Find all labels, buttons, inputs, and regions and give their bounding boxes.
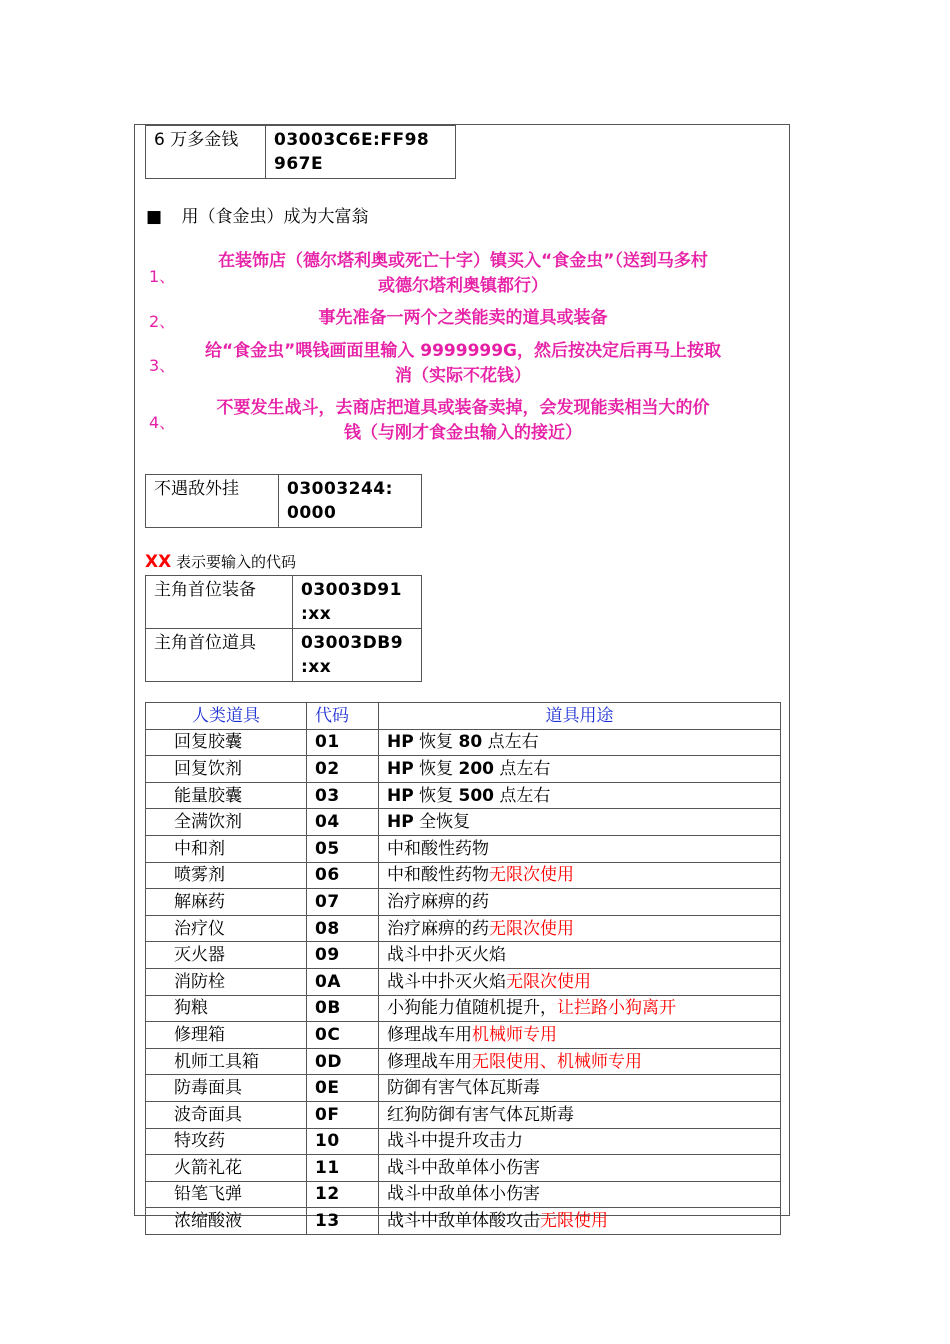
item-code: 07: [307, 889, 379, 916]
item-use: [379, 1155, 781, 1182]
column-header-name: 人类道具: [146, 703, 307, 730]
step-text: 在装饰店（德尔塔利奥或死亡十字）镇买入“食金虫”（送到马多村 或德尔塔利奥镇都行）: [218, 251, 708, 296]
item-name: 浓缩酸液: [146, 1208, 307, 1235]
item-use-highlight: 无限使用: [540, 1211, 608, 1232]
table-row: [146, 1075, 781, 1102]
item-use: [379, 995, 781, 1022]
equip-label: 主角首位装备: [146, 576, 293, 629]
table-row: [146, 629, 422, 682]
item-use-highlight: 无限次使用: [489, 865, 574, 886]
table-row: [146, 1208, 781, 1235]
item-name: 狗粮: [146, 995, 307, 1022]
item-use: [379, 889, 781, 916]
step-number: 4、: [149, 413, 176, 432]
item-code: 13: [307, 1208, 379, 1235]
item-use-text: 恢复: [413, 732, 459, 753]
item-use-text: 治疗麻痹的药: [387, 918, 489, 939]
table-row: [146, 889, 781, 916]
step-text: 给“食金虫”喂钱画面里输入 9999999G，然后按决定后再马上按取 消（实际不花钱）: [204, 341, 722, 386]
table-row: [146, 1101, 781, 1128]
item-code: 0E: [307, 1075, 379, 1102]
item-code: 11: [307, 1155, 379, 1182]
item-code: 10: [307, 1128, 379, 1155]
item-name: 波奇面具: [146, 1101, 307, 1128]
item-use: [379, 1022, 781, 1049]
item-name: 回复饮剂: [146, 756, 307, 783]
item-code: 01: [307, 729, 379, 756]
item-use-text: HP: [387, 812, 414, 833]
item-name: 灭火器: [146, 942, 307, 969]
item-code: 09: [307, 942, 379, 969]
encounter-label: 不遇敌外挂: [146, 475, 279, 528]
item-use-highlight: 无限次使用: [489, 918, 574, 939]
item-use: [379, 756, 781, 783]
item-use: [379, 835, 781, 862]
table-row: [146, 1048, 781, 1075]
equip-code: 03003D91 :xx: [293, 576, 422, 629]
table-row: [146, 862, 781, 889]
table-row: [146, 968, 781, 995]
item-code: 12: [307, 1181, 379, 1208]
item-name: 消防栓: [146, 968, 307, 995]
item-use-text: 修理战车用: [387, 1024, 472, 1045]
encounter-code: 03003244: 0000: [279, 475, 422, 528]
item-name: 回复胶囊: [146, 729, 307, 756]
item-use-text: 点左右: [482, 732, 539, 753]
item-name: 喷雾剂: [146, 862, 307, 889]
item-use-text: 战斗中敌单体小伤害: [387, 1184, 540, 1205]
item-use: [379, 1181, 781, 1208]
step-number: 2、: [149, 312, 176, 331]
item-use: [379, 1128, 781, 1155]
item-use-text: 红狗防御有害气体瓦斯毒: [387, 1104, 574, 1125]
item-use-text: HP: [387, 785, 414, 806]
equip-code-table: [145, 575, 422, 682]
table-row: [146, 576, 422, 629]
items-table: [145, 702, 781, 1235]
table-row: [146, 915, 781, 942]
table-row: [146, 835, 781, 862]
step-text: 不要发生战斗，去商店把道具或装备卖掉，会发现能卖相当大的价 钱（与刚才食金虫输入的接近）: [216, 398, 710, 443]
money-code: 03003C6E:FF98 967E: [266, 126, 456, 179]
item-use-text: 修理战车用: [387, 1051, 472, 1072]
item-name: 防毒面具: [146, 1075, 307, 1102]
item-name: 治疗仪: [146, 915, 307, 942]
item-use-text: 战斗中提升攻击力: [387, 1131, 523, 1152]
section-title: 用（食金虫）成为大富翁: [181, 207, 369, 227]
item-use: [379, 1048, 781, 1075]
table-row: [146, 1128, 781, 1155]
item-use-highlight: 无限使用、机械师专用: [472, 1051, 642, 1072]
item-use: [379, 729, 781, 756]
money-label: 6 万多金钱: [146, 126, 266, 179]
table-header-row: [146, 703, 781, 730]
bullet-icon: ■: [146, 207, 163, 227]
item-use: [379, 809, 781, 836]
item-code: 02: [307, 756, 379, 783]
item-use-text: 恢复: [413, 785, 459, 806]
column-header-code: 代码: [307, 703, 379, 730]
item-code: 03: [307, 782, 379, 809]
equip-label: 主角首位道具: [146, 629, 293, 682]
item-use-highlight: 机械师专用: [472, 1024, 557, 1045]
item-use: [379, 968, 781, 995]
item-use-text: HP: [387, 758, 414, 779]
item-name: 特攻药: [146, 1128, 307, 1155]
table-row: [146, 942, 781, 969]
step-number: 1、: [149, 267, 176, 286]
item-use-text: 点左右: [494, 785, 551, 806]
item-use-text: 防御有害气体瓦斯毒: [387, 1078, 540, 1099]
table-row: [146, 995, 781, 1022]
table-row: [146, 809, 781, 836]
item-name: 修理箱: [146, 1022, 307, 1049]
money-code-table: [145, 125, 456, 179]
item-code: 08: [307, 915, 379, 942]
item-code: 0F: [307, 1101, 379, 1128]
item-use-text: 中和酸性药物: [387, 838, 489, 859]
item-code: 0B: [307, 995, 379, 1022]
table-row: [146, 1181, 781, 1208]
column-header-use: 道具用途: [379, 703, 781, 730]
item-use-highlight: 让拦路小狗离开: [557, 998, 676, 1019]
item-code: 06: [307, 862, 379, 889]
item-use: [379, 782, 781, 809]
item-code: 0C: [307, 1022, 379, 1049]
item-name: 火箭礼花: [146, 1155, 307, 1182]
item-use-text: 战斗中敌单体小伤害: [387, 1157, 540, 1178]
item-name: 机师工具箱: [146, 1048, 307, 1075]
item-use-text: 战斗中扑灭火焰: [387, 971, 506, 992]
item-use-text: 中和酸性药物: [387, 865, 489, 886]
table-row: [146, 756, 781, 783]
item-use: [379, 1075, 781, 1102]
table-row: [146, 729, 781, 756]
equip-code: 03003DB9 :xx: [293, 629, 422, 682]
item-use-text: 战斗中敌单体酸攻击: [387, 1211, 540, 1232]
item-name: 全满饮剂: [146, 809, 307, 836]
table-row: [146, 782, 781, 809]
item-use-text: 500: [458, 785, 494, 806]
item-code: 05: [307, 835, 379, 862]
item-use-text: 恢复: [413, 758, 459, 779]
item-use: [379, 915, 781, 942]
item-use-text: 点左右: [494, 758, 551, 779]
encounter-code-table: [145, 474, 422, 528]
item-use: [379, 1101, 781, 1128]
xx-note-text: 表示要输入的代码: [176, 553, 297, 571]
step-number: 3、: [149, 356, 176, 375]
item-use-text: HP: [387, 732, 414, 753]
item-use-highlight: 无限次使用: [506, 971, 591, 992]
item-code: 04: [307, 809, 379, 836]
item-name: 能量胶囊: [146, 782, 307, 809]
item-use-text: 80: [458, 732, 483, 753]
section-heading: [146, 202, 368, 227]
xx-marker: XX: [145, 552, 172, 572]
item-use-text: 小狗能力值随机提升，: [387, 998, 557, 1019]
item-name: 铅笔飞弹: [146, 1181, 307, 1208]
item-code: 0A: [307, 968, 379, 995]
item-use-text: 战斗中扑灭火焰: [387, 945, 506, 966]
table-row: [146, 1022, 781, 1049]
item-name: 中和剂: [146, 835, 307, 862]
item-code: 0D: [307, 1048, 379, 1075]
item-use: [379, 1208, 781, 1235]
table-row: [146, 1155, 781, 1182]
item-use: [379, 862, 781, 889]
xx-note: [145, 551, 296, 572]
item-use-text: 全恢复: [413, 812, 471, 833]
item-use-text: 治疗麻痹的药: [387, 891, 489, 912]
item-name: 解麻药: [146, 889, 307, 916]
step-text: 事先准备一两个之类能卖的道具或装备: [318, 308, 608, 328]
item-use: [379, 942, 781, 969]
item-use-text: 200: [458, 758, 494, 779]
